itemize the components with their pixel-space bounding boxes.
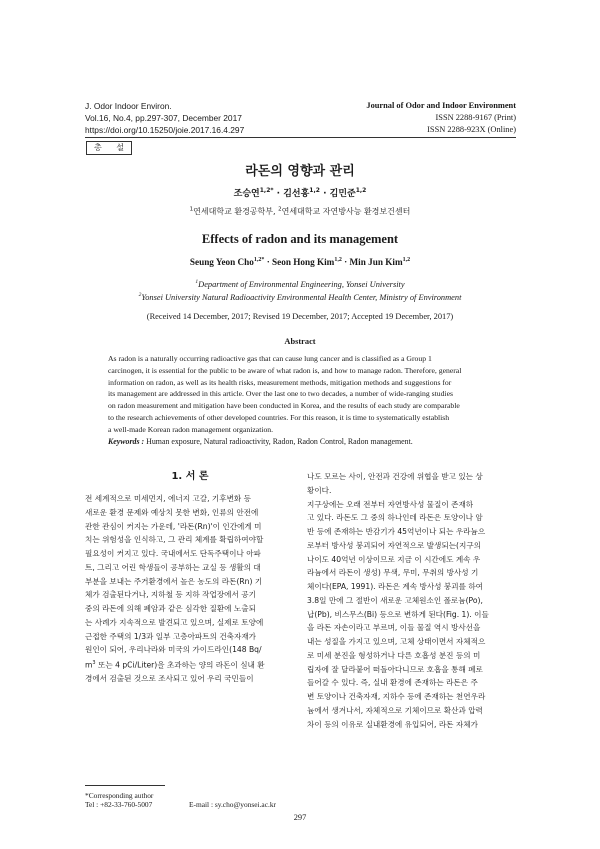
korean-authors: 조승연$^{1,2*}$ · 김선홍$^{1,2}$ · 김민준$^{1,2}$ [233, 187, 367, 199]
body-line: 립자에 잘 달라붙어 떠돌아다니므로 호흡을 통해 폐로 [307, 664, 483, 674]
body-line: 차이 등의 이유로 실내환경에 유입되어, 라돈 자체가 [307, 719, 478, 729]
abstract-line: a well-made Korean radon management organization. [108, 424, 274, 434]
body-line: 필요성이 커지고 있다. 국내에서도 단독주택이나 아파 [85, 549, 261, 558]
section-title: 1. 서 론 [171, 471, 209, 482]
body-line: 내는 성질을 가지고 있으며, 고체 상태이면서 자체적으 [307, 637, 486, 646]
body-line: 나도 모르는 사이, 안전과 건강에 위협을 받고 있는 상 [307, 472, 483, 481]
header-left [85, 100, 244, 136]
body-line: 새로운 환경 문제와 예상치 못한 변화, 인류의 안전에 [85, 507, 259, 517]
abstract-line: its management are addressed in this article. Over the last one to two decades, a number of wide-ranging studies [108, 389, 453, 399]
keywords-list: Human exposure, Natural radioactivity, Radon, Radon Control, Radon management. [146, 437, 413, 446]
keywords-label: Keywords : [108, 437, 145, 446]
abstract-body [108, 353, 492, 436]
body-line: 원인이 되어, 우리나라와 미국의 가이드라인(148 Bq/ [85, 645, 262, 655]
page-number: 297 [293, 813, 307, 822]
body-line: 체가 검출된다거나, 지하철 등 지하 작업장에서 공기 [85, 590, 256, 600]
body-line: 황이다. [307, 485, 332, 495]
body-line: 지구상에는 오래 전부터 자연방사성 물질이 존재하 [307, 499, 474, 509]
korean-affiliation: $^1$연세대학교 환경공학부, $^2$연세대학교 자연방사능 환경보건센터 [189, 206, 411, 216]
body-line: 로 미세 분진을 형성하거나 다른 호흡성 분진 등의 미 [307, 650, 481, 660]
korean-title: 라돈의 영향과 관리 [245, 164, 355, 179]
body-line: 늄에서 생겨나서, 자체적으로 기체이므로 확산과 압력 [307, 705, 483, 715]
body-line: 는 사례가 지속적으로 발견되고 있으며, 실제로 토양에 [85, 617, 264, 627]
body-line: 근접한 주택의 1/3과 일부 고층아파트의 건축자재가 [85, 631, 256, 641]
abstract-line: to the research achievements of other developed countries. For this reason, it is time to systematically establish [108, 412, 450, 422]
english-authors: Seung Yeon Cho$^{1,2*}$ · Seon Hong Kim$^{1,2}$ · Min Jun Kim$^{1,2}$ [189, 257, 411, 268]
footnote-divider [85, 785, 165, 786]
abstract-line: carcinogen, it is essential for the public to be aware of what radon is, and how to manage radon. Therefore, general [108, 365, 462, 375]
email-link[interactable]: E-mail : sy.cho@yonsei.ac.kr [189, 800, 276, 809]
body-line: 부분을 보내는 주거환경에서 높은 농도의 라돈(Rn) 기 [85, 576, 263, 586]
body-line: 치는 위험성을 인식하고, 그 관리 체계를 확립하여야할 [85, 535, 264, 545]
body-line: 경에서 검출된 것으로 조사되고 있어 우리 국민들이 [85, 674, 254, 684]
body-line: 나이도 40억년 이상이므로 지금 이 시간에도 계속 우 [307, 554, 481, 564]
english-title: Effects of radon and its management [201, 232, 399, 246]
body-line: 관한 관심이 커지는 가운데, '라돈(Rn)'이 인간에게 미 [85, 521, 262, 531]
header-right [366, 100, 516, 136]
telephone: Tel : +82-33-760-5007 [85, 800, 153, 809]
body-line: 로부터 방사성 붕괴되어 자연적으로 발생되는(지구의 [307, 540, 481, 550]
abstract-line: As radon is a naturally occurring radioactive gas that can cause lung cancer and is classified as a Group 1 [108, 354, 432, 363]
body-line: 을 라돈 자손이라고 부르며, 이들 물질 역시 방사선을 [307, 623, 481, 633]
doi-link[interactable]: https://doi.org/10.15250/joie.2017.16.4.297 [85, 125, 245, 135]
journal-full-name: Journal of Odor and Indoor Environment [366, 101, 516, 110]
body-line: 들어갈 수 있다. 즉, 실내 환경에 존재하는 라돈은 주 [307, 678, 478, 688]
english-affiliation-2: $^2$Yonsei University Natural Radioactivity Environmental Health Center, Ministry of Environment [138, 292, 462, 302]
kr-author-1: 조승연$^{1,2*}$ [233, 187, 274, 199]
body-line: 변 토양이나 건축자재, 지하수 등에 존재하는 천연우라 [307, 692, 486, 701]
body-line: 체이다(EPA, 1991). 라돈은 계속 방사성 붕괴를 하여 [307, 582, 484, 591]
english-affiliation-1: $^1$Department of Environmental Engineering, Yonsei University [195, 279, 405, 289]
kr-author-3: 김민준$^{1,2}$ [329, 187, 367, 199]
body-line: 전 세계적으로 미세먼지, 에너지 고갈, 기후변화 등 [85, 494, 252, 503]
journal-short-name: J. Odor Indoor Environ. [85, 101, 172, 111]
contact-info [85, 800, 297, 809]
body-line: $m^3$ 또는 4 pCi/Liter)을 초과하는 양의 라돈이 실내 환 [85, 660, 265, 670]
abstract-line: information on radon, as well as its health risks, measurement methods, mitigation methods and suggestions for [108, 377, 452, 387]
body-line: 트, 그리고 어린 학생들이 공부하는 교실 등 생활의 대 [85, 562, 261, 572]
abstract-heading: Abstract [284, 337, 316, 346]
kr-author-2: 김선홍$^{1,2}$ [283, 187, 320, 199]
corresponding-author-note: *Corresponding author [85, 791, 154, 800]
volume-info: Vol.16, No.4, pp.297-307, December 2017 [85, 113, 242, 123]
issn-online: ISSN 2288-923X (Online) [427, 125, 516, 134]
received-dates: (Received 14 December, 2017; Revised 19 December, 2017; Accepted 19 December, 2017) [146, 312, 454, 321]
keywords [108, 437, 508, 446]
issn-print: ISSN 2288-9167 (Print) [435, 113, 516, 122]
right-column [307, 470, 519, 731]
body-line: 고 있다. 라돈도 그 중의 하나인데 라돈은 토양이나 암 [307, 513, 483, 523]
body-line: 납(Pb), 비스무스(Bi) 등으로 변하게 된다(Fig. 1). 이들 [307, 609, 489, 619]
body-line: 라늄에서 라돈이 생성) 무색, 무미, 무취의 방사성 기 [307, 568, 479, 578]
body-line: 3.8일 만에 그 절반이 새로운 고체원소인 폴로늄(Po), [307, 595, 483, 605]
article-type-badge: 총 설 [86, 141, 132, 155]
body-line: 반 등에 존재하는 반감기가 45억년이나 되는 우라늄으 [307, 527, 486, 536]
left-column [85, 492, 297, 686]
abstract-line: on radon measurement and mitigation have been conducted in Korea, and the results of each study are comparable [108, 401, 460, 411]
body-line: 중의 라돈에 의해 폐암과 같은 심각한 질환에 노출되 [85, 604, 256, 613]
header-divider [85, 137, 516, 138]
